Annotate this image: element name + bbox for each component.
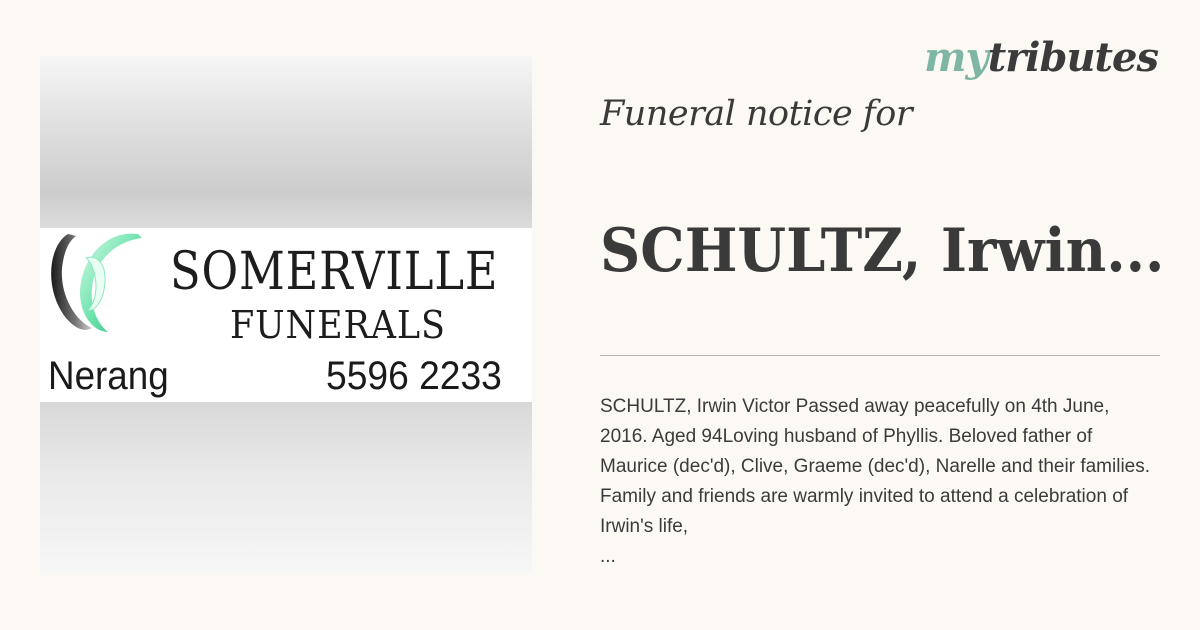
excerpt-ellipsis: ... [600,546,616,567]
mytributes-logo [924,34,1158,81]
logo-part-my: my [924,34,988,81]
funeral-home-image [40,56,532,574]
logo-part-tributes: tributes [987,34,1158,81]
brand-subtitle: FUNERALS [230,303,446,347]
divider [600,355,1160,356]
brand-location: Nerang [48,354,169,398]
notice-excerpt: SCHULTZ, Irwin Victor Passed away peacefully on 4th June, 2016. Aged 94Loving husband of Phyllis. Beloved father of Maurice (dec'd), Clive, Graeme (dec'd), Narelle and their families. Family and friends are warmly invited to attend a celebration of Irwin's life, [600,396,1151,537]
brand-phone: 5596 2233 [326,354,502,398]
deceased-name: SCHULTZ, Irwin... [600,216,1165,286]
notice-label: Funeral notice for [600,94,913,134]
swirl-logo-icon [46,228,152,340]
brand-name: SOMERVILLE [170,242,499,302]
funeral-home-logo [40,228,532,402]
